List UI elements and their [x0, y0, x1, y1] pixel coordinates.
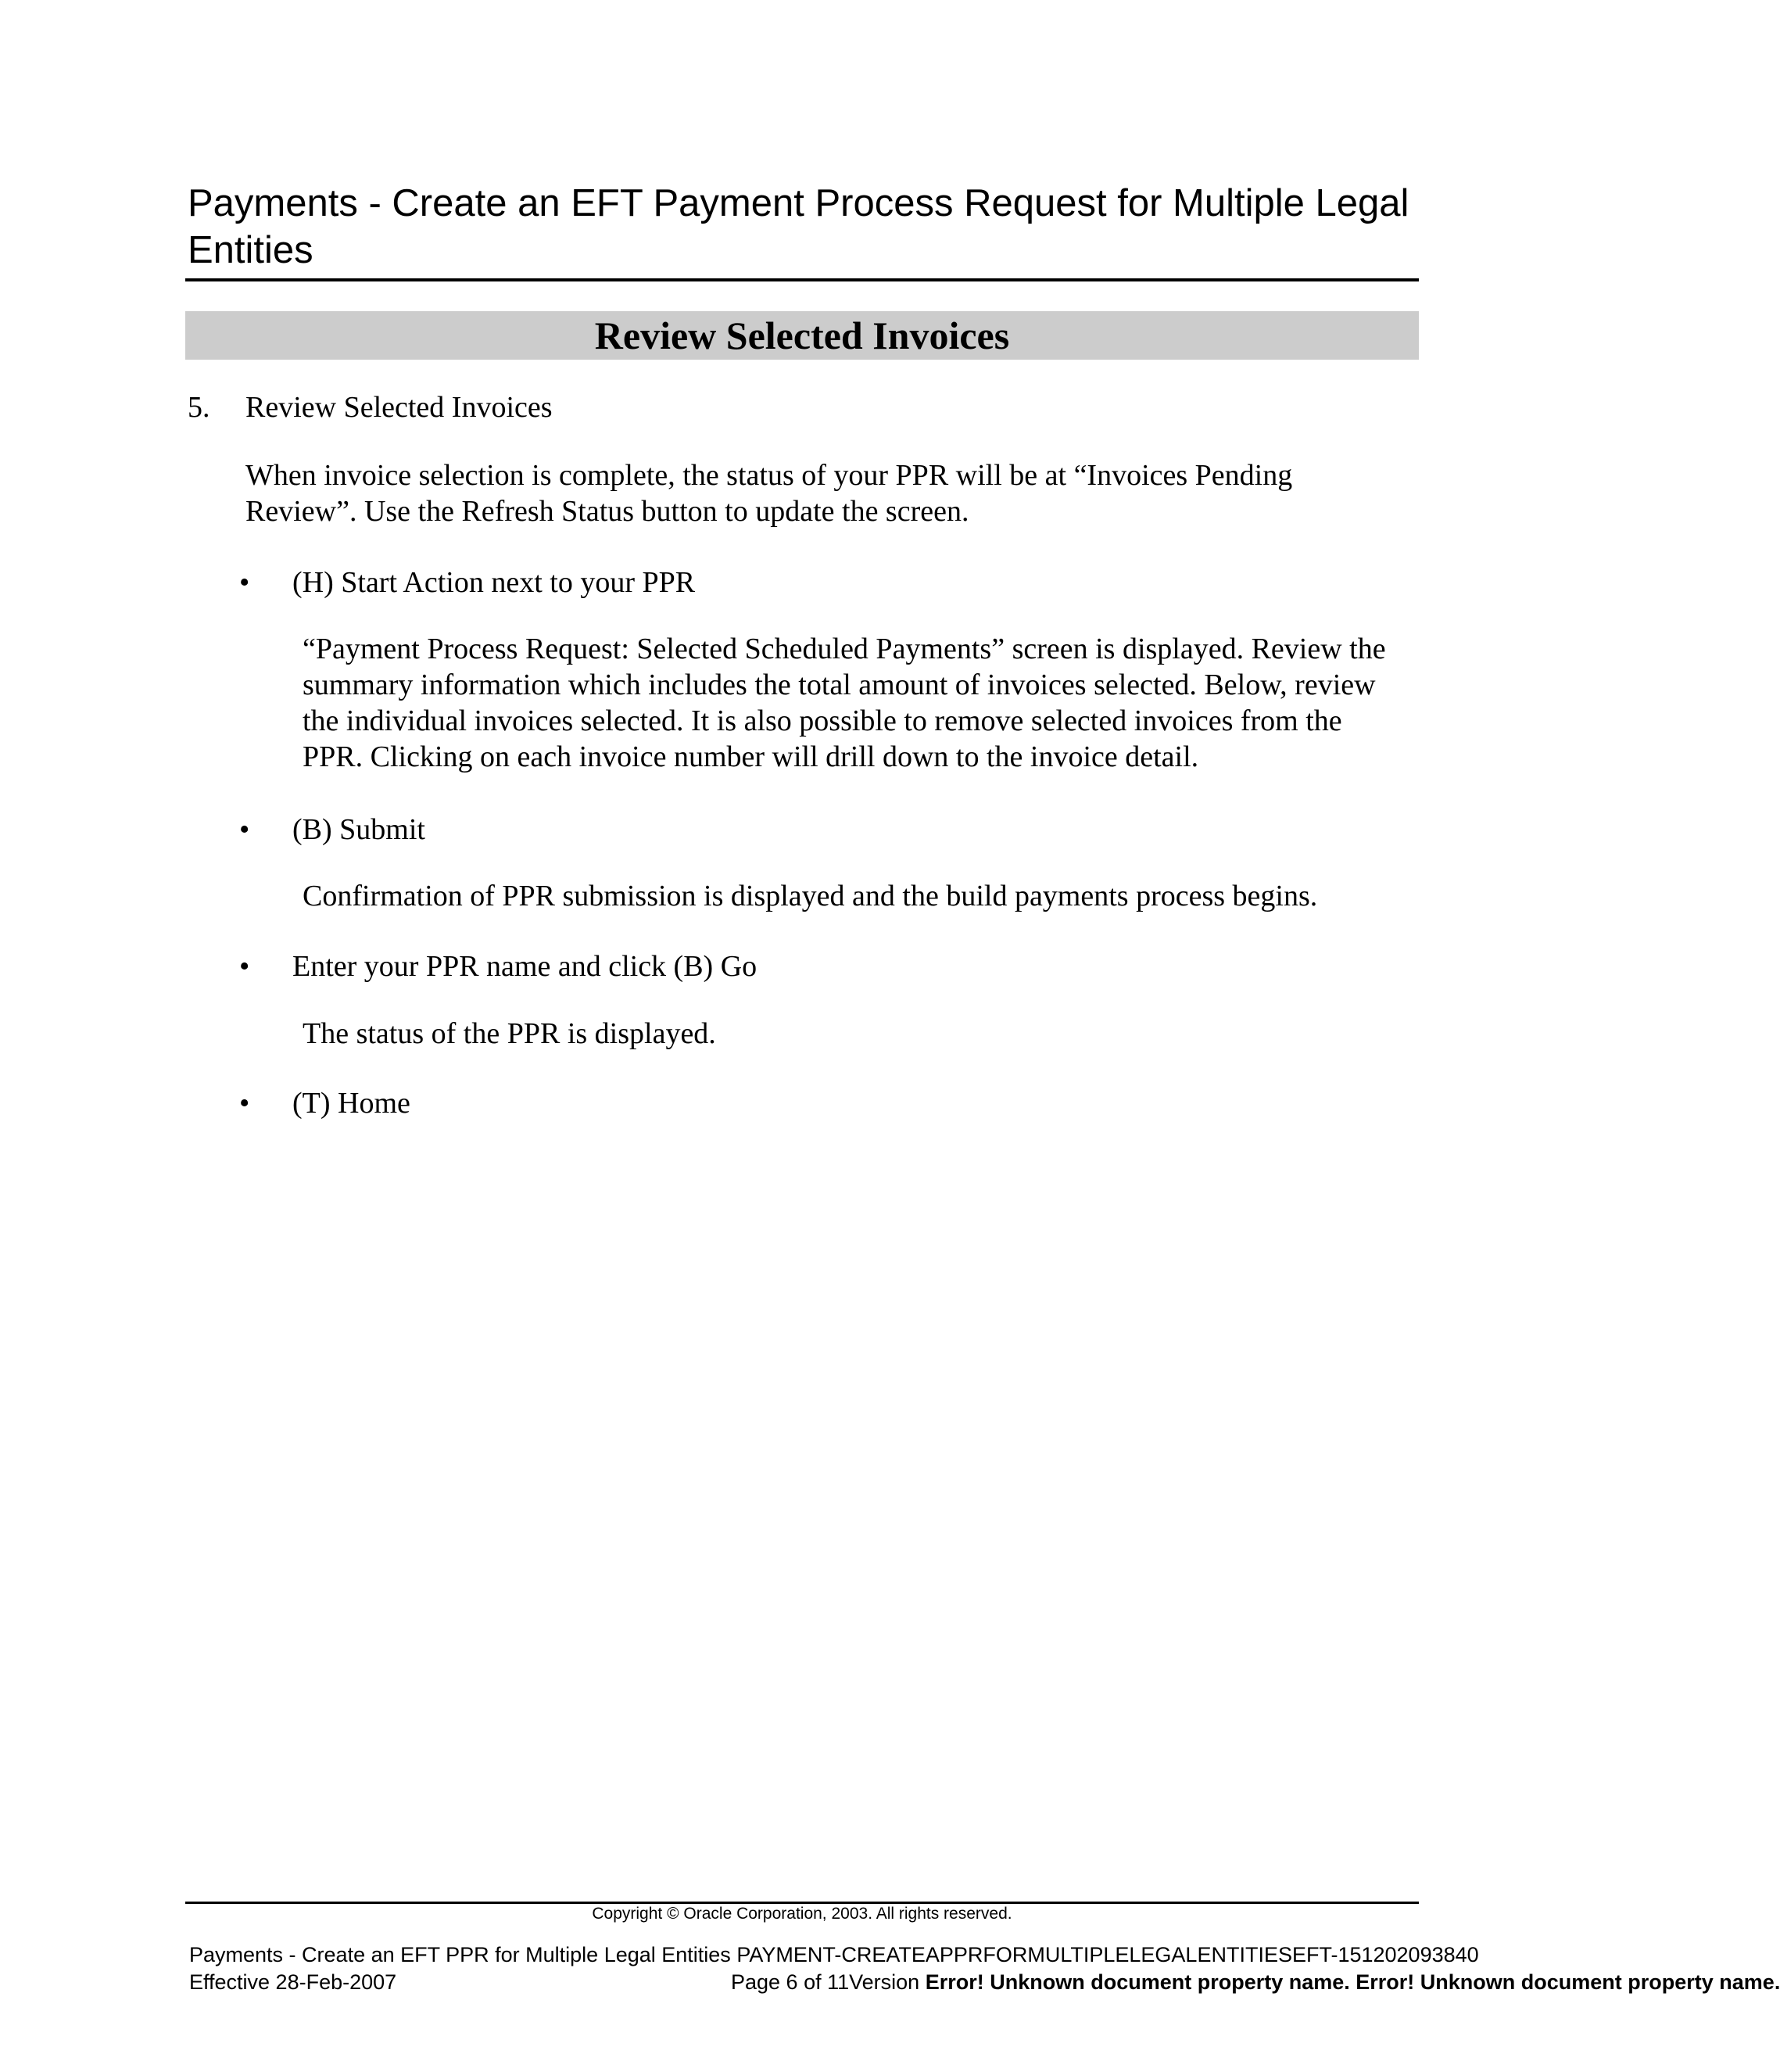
footer-line-1 [189, 1942, 1479, 1967]
bullet-action: (T) Home [292, 1087, 410, 1120]
header-divider [185, 278, 1419, 281]
bullet-symbol: • [239, 950, 250, 983]
bullet-symbol: • [239, 566, 250, 599]
footer-page-number: Page 6 of 11Version [731, 1970, 920, 1994]
footer-page-info [731, 1970, 1780, 1995]
footer-error-text: Error! Unknown document property name. Error! Unknown document property name. [925, 1970, 1780, 1994]
copyright-notice: Copyright © Oracle Corporation, 2003. All rights reserved. [592, 1905, 1012, 1923]
step-intro: When invoice selection is complete, the status of your PPR will be at “Invoices Pending Review”. Use the Refresh Status button to update the screen. [245, 459, 1293, 528]
bullet-action: Enter your PPR name and click (B) Go [292, 950, 757, 983]
bullet-result: “Payment Process Request: Selected Scheduled Payments” screen is displayed. Review the summary information which includes the total amount of invoices selected. Below, review the individual invoices selected. It is also possible to remove selected invoices from the PPR. Clicking on each invoice number will drill down to the invoice detail. [303, 633, 1386, 773]
bullet-symbol: • [239, 813, 250, 846]
bullet-symbol: • [239, 1087, 250, 1120]
bullet-result: Confirmation of PPR submission is displayed and the build payments process begins. [303, 880, 1318, 912]
bullet-action: (B) Submit [292, 813, 425, 846]
bullet-result: The status of the PPR is displayed. [303, 1017, 716, 1050]
footer-doc-code: PAYMENT-CREATEAPPRFORMULTIPLELEGALENTITIESEFT-151202093840 [736, 1943, 1479, 1966]
step-title: Review Selected Invoices [245, 391, 553, 424]
step-number: 5. [188, 391, 210, 424]
section-heading: Review Selected Invoices [594, 314, 1010, 357]
footer-doc-title: Payments - Create an EFT PPR for Multiple Legal Entities [189, 1943, 731, 1966]
footer-effective-date: Effective 28-Feb-2007 [189, 1970, 397, 1994]
section-banner [185, 311, 1419, 360]
page-title: Payments - Create an EFT Payment Process Request for Multiple Legal Entities [188, 182, 1409, 271]
bullet-action: (H) Start Action next to your PPR [292, 566, 696, 599]
